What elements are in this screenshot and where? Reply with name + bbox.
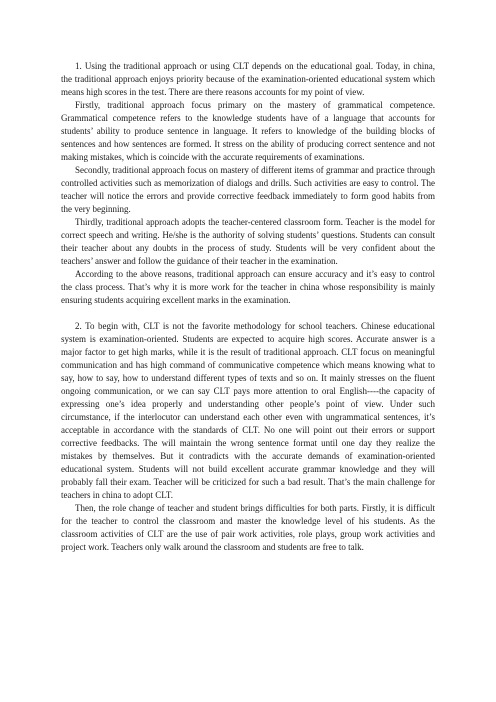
- paragraph-6: 2. To begin with, CLT is not the favorite methodology for school teachers. Chinese educational system is examination-oriented. Students are expected to acquire high scores. Accurate answer is a major factor to get high marks, while it is the result of traditional approach. CLT focus on meaningful communication and has high command of communicative competence which means knowing what to say, how to say, how to understand different types of texts and so on. It mainly stresses on the fluent ongoing communication, or we can say CLT pays more attention to oral English----the capacity of expressing one’s idea properly and understanding other people’s point of view. Under such circumstance, if the interlocutor can understand each other even with ungrammatical sentences, it’s acceptable in accordance with the standards of CLT. No one will point out their errors or support corrective feedbacks. The will maintain the wrong sentence format until one day they realize the mistakes by themselves. But it contradicts with the accurate demands of examination-oriented educational system. Students will not build excellent accurate grammar knowledge and they will probably fall their exam. Teacher will be criticized for such a bad result. That’s the main challenge for teachers in china to adopt CLT.: [61, 321, 435, 500]
- paragraph-1: 1. Using the traditional approach or using CLT depends on the educational goal. Today, in china, the traditional approach enjoys priority because of the examination-oriented educational system which means high scores in the test. There are there reasons accounts for my point of view.: [61, 61, 435, 97]
- paragraph-7: Then, the role change of teacher and student brings difficulties for both parts. Firstly, it is difficult for the teacher to control the classroom and master the knowledge level of his students. As the classroom activities of CLT are the use of pair work activities, role plays, group work activities and project work. Teachers only walk around the classroom and students are free to talk.: [61, 503, 435, 552]
- paragraph-4: Thirdly, traditional approach adopts the teacher-centered classroom form. Teacher is the model for correct speech and writing. He/she is the authority of solving students’ questions. Students can consult their teacher about any doubts in the process of study. Students will be very confident about the teachers’ answer and follow the guidance of their teacher in the examination.: [61, 217, 435, 266]
- paragraph-2: Firstly, traditional approach focus primary on the mastery of grammatical competence. Grammatical competence refers to the knowledge students have of a language that accounts for students’ ability to produce sentence in language. It refers to knowledge of the building blocks of sentences and how sentences are formed. It stress on the ability of producing correct sentence and not making mistakes, which is coincide with the accurate requirements of examinations.: [61, 100, 435, 162]
- paragraph-3: Secondly, traditional approach focus on mastery of different items of grammar and practice through controlled activities such as memorization of dialogs and drills. Such activities are easy to control. The teacher will notice the errors and provide corrective feedback immediately to form good habits from the very beginning.: [61, 165, 435, 214]
- paragraph-5: According to the above reasons, traditional approach can ensure accuracy and it’s easy to control the class process. That’s why it is more work for the teacher in china whose responsibility is mainly ensuring students acquiring excellent marks in the examination.: [61, 269, 435, 305]
- document-page: [61, 60, 435, 552]
